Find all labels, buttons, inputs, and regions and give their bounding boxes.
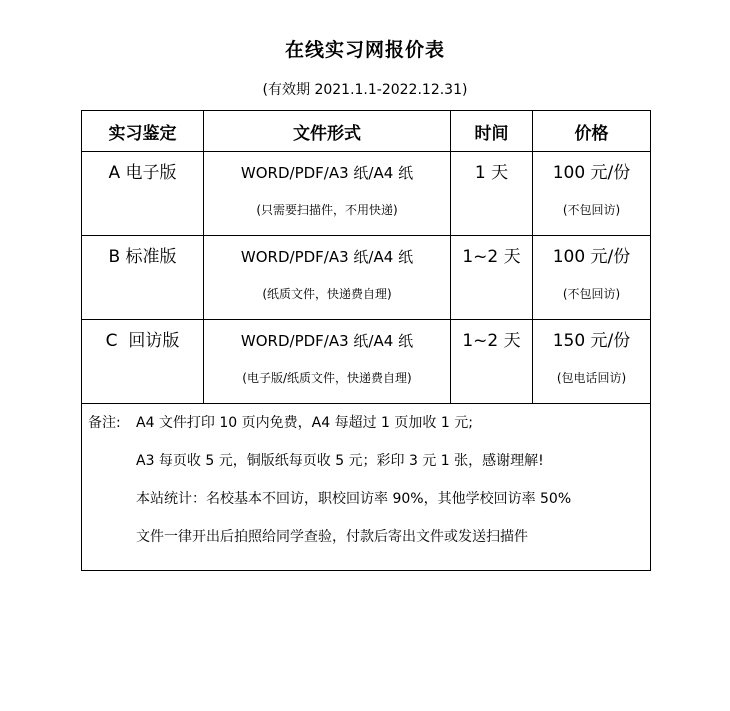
price-label: 100 元/份 xyxy=(552,247,631,267)
price-table xyxy=(81,110,651,571)
format-note: (电子版/纸质文件，快递费自理) xyxy=(242,371,412,385)
format-cell xyxy=(204,152,451,236)
price-label: 150 元/份 xyxy=(552,331,631,351)
table-header-row xyxy=(82,111,651,152)
page-title: 在线实习网报价表 xyxy=(284,39,445,61)
table-row xyxy=(82,236,651,320)
price-cell xyxy=(533,152,651,236)
table-row xyxy=(82,320,651,404)
note-text: 文件一律开出后拍照给同学查验，付款后寄出文件或发送扫描件 xyxy=(136,529,528,545)
time-label: 1~2 天 xyxy=(462,247,521,267)
note-text: A3 每页收 5 元，铜版纸每页收 5 元；彩印 3 元 1 张，感谢理解! xyxy=(136,453,544,469)
tier-label: A 电子版 xyxy=(108,163,177,183)
tier-label: B 标准版 xyxy=(108,247,177,267)
note-text: 本站统计：名校基本不回访，职校回访率 90%，其他学校回访率 50% xyxy=(136,491,572,507)
header-price: 价格 xyxy=(533,111,651,152)
header-tier: 实习鉴定 xyxy=(82,111,204,152)
price-cell xyxy=(533,320,651,404)
format-note: (只需要扫描件，不用快递) xyxy=(256,203,398,217)
tier-cell xyxy=(82,320,204,404)
format-label: WORD/PDF/A3 纸/A4 纸 xyxy=(240,332,414,350)
note-line xyxy=(82,485,650,523)
time-label: 1~2 天 xyxy=(462,331,521,351)
tier-cell xyxy=(82,152,204,236)
time-cell xyxy=(451,320,533,404)
notes-row xyxy=(82,404,651,571)
notes-label: 备注: xyxy=(88,415,121,431)
price-label: 100 元/份 xyxy=(552,163,631,183)
note-line xyxy=(82,447,650,485)
time-cell xyxy=(451,152,533,236)
format-cell xyxy=(204,236,451,320)
note-line xyxy=(82,409,650,447)
format-label: WORD/PDF/A3 纸/A4 纸 xyxy=(240,164,414,182)
header-format: 文件形式 xyxy=(204,111,451,152)
format-cell xyxy=(204,320,451,404)
price-cell xyxy=(533,236,651,320)
note-line xyxy=(82,523,650,561)
time-label: 1 天 xyxy=(474,163,509,183)
note-text: A4 文件打印 10 页内免费，A4 每超过 1 页加收 1 元; xyxy=(136,415,473,431)
price-note: (不包回访) xyxy=(562,203,621,217)
price-note: (包电话回访) xyxy=(556,371,627,385)
tier-cell xyxy=(82,236,204,320)
format-label: WORD/PDF/A3 纸/A4 纸 xyxy=(240,248,414,266)
tier-label: C 回访版 xyxy=(105,331,180,351)
time-cell xyxy=(451,236,533,320)
table-row xyxy=(82,152,651,236)
header-time: 时间 xyxy=(451,111,533,152)
validity-period: (有效期 2021.1.1-2022.12.31) xyxy=(262,82,468,98)
format-note: (纸质文件，快递费自理) xyxy=(262,287,392,301)
price-note: (不包回访) xyxy=(562,287,621,301)
notes-cell xyxy=(82,404,651,571)
